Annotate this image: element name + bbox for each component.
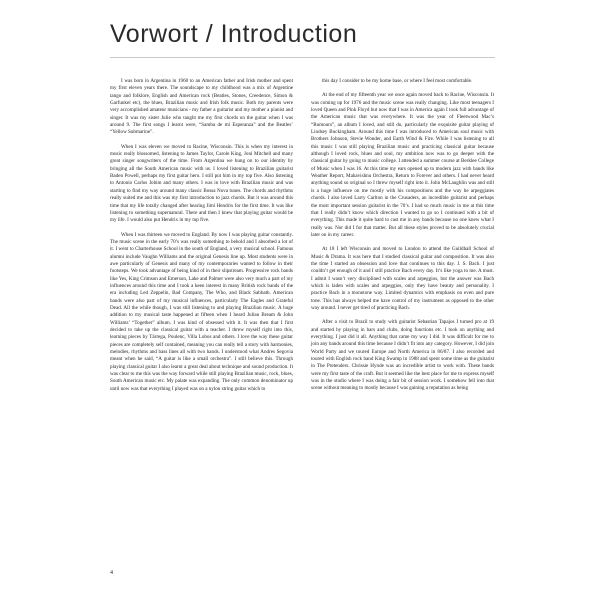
column-right [311, 78, 494, 400]
title-divider [110, 57, 495, 58]
column-left [110, 78, 293, 400]
paragraph: When I was eleven we moved to Racine, Wisconsin. This is when my interest in music really blossomed, listening to James Taylor, Carole King, Joni Mitchell and many great singer songwriters of the time. From Argentina we hung on to our identity by bringing all the South American music with us. I loved listening to Brazilian guitarist Baden Powell, perhaps my first guitar hero. I still put him in my top five. Also listening to Antonio Carlos Jobim and many others. I was in love with Brazilian music and was starting to find my way around many classic Bossa Nova tunes. The chords and rhythms really suited me and this was my first introduction to jazz chords. But it was around this time that my life totally changed after hearing Jimi Hendrix for the first time. It was like listening to something supernatural. There and then I knew that playing guitar would be my life. I would also put Hendrix in my top five. [110, 143, 293, 224]
paragraph: At the end of my fifteenth year we once again moved back to Racine, Wisconsin. It was coming up for 1976 and the music scene was really changing. Like most teenagers I loved Queen and Pink Floyd but now that I was in America again I took full advantage of the American music that was everywhere. It was the year of Fleetwood Mac’s “Rumours”, an album I loved, and still do, particularly the exquisite guitar playing of Lindsey Buckingham. Around this time I was introduced to American soul music with Brothers Johnson, Stevie Wonder, and Earth Wind & Fire. While I was listening to all this music I was still playing Brazilian music and practicing classical guitar because although I loved rock, blues and soul, my ambition now was to go deeper with the classical guitar by going to music college. I attended a summer course at Berklee College of Music when I was 16. At this time my ears opened up to modern jazz with bands like Weather Report, Mahavishnu Orchestra, Return to Forever and others. I had never heard anything sound so original so I threw myself right into it. John McLaughlin was and still is a huge influence on me mostly with his compositions and the way he arpeggiates chords. I also loved Larry Carlton in the Crusaders, an incredible guitarist and perhaps the most important session guitarist in the 70’s. I had so much music in me at this time that I really didn’t know which direction I wanted to go so I continued with a bit of everything. This made it quite hard to cast me in any bands because no one knew what I really was. Nor did I for that matter. But all these styles proved to be absolutely crucial later on in my career. [311, 92, 494, 238]
paragraph: I was born in Argentina in 1960 to an American father and Irish mother and spent my first eleven years there. The soundscape to my childhood was a mix of Argentine tango and folklore, English and American rock (Beatles, Stones, Creedence, Simon & Garfunkel etc), the blues, Brazilian music and Irish folk music. Both my parents were very accomplished amateur musicians - my father a guitarist and my mother a pianist and singer. It was my sister Julie who taught me my first chords on the guitar when I was around 9. The first songs I learnt were, “Samba de mi Esperanza” and the Beatles’ “Yellow Submarine”. [110, 78, 293, 136]
page-title: Vorwort / Introduction [110, 20, 358, 48]
page-number: 4 [110, 570, 113, 576]
paragraph: When I was thirteen we moved to England. By now I was playing guitar constantly. The music scene in the early 70’s was really something to behold and I absorbed a lot of it. I went to Charterhouse School in the south of England, a very musical school. Famous alumni include Vaughn Williams and the original Genesis line up. Most students were in awe particularly of Genesis and many of my contemporaries wanted to follow in their footsteps. We took advantage of being kind of in their slipstream. Progressive rock bands like Yes, King Crimson and Emerson, Lake and Palmer were also very much a part of my influences around this time and I took a keen interest in many British rock bands of the era including Led Zeppelin, Bad Company, The Who, and Black Sabbath. American bands were also part of my musical influences, particularly The Eagles and Grateful Dead. All the while though, I was still listening to and playing Brazilian music. A huge addition to my musical taste happened at fifteen when I heard Julian Bream & John Williams’ “Together” album. I was kind of obsessed with it. It was then that I first decided to take up the classical guitar with a teacher. I threw myself right into this, learning pieces by Tárrega, Poulenc, Villa Lobos and others. I love the way these guitar pieces are completely self contained, meaning you can really tell a story with harmonies, melodies, rhythms and bass lines all with two hands. I understood what Andres Segovia meant when he said, “A guitar is like a small orchestra”. I still believe this. Through playing classical guitar I also learnt a great deal about technique and sound production. It was clear to me this was the way forward while still playing Brazilian music, rock, blues, South American music etc. My palate was expanding. The only common denominator up until now was that everything I played was on a nylon string guitar which to [110, 231, 293, 392]
paragraph: After a visit to Brazil to study with guitarist Sebastian Tapajos I turned pro at 19 and started by playing in bars and clubs, doing functions etc. I took on anything and everything. I just did it all. Anything that came my way I did. It was difficult for me to join any bands around this time because I didn’t fit into any category. However, I did join World Party and we toured Europe and North America in 86/87. I also recorded and toured with English rock band King Swamp in 1988 and spent some time as the guitarist in The Pretenders. Chrissie Hynde was an incredible artist to work with. These bands were my first taste of the craft. But it seemed like the best place for me to express myself was in the studio where I was doing a fair bit of session work. I somehow fell into that scene without meaning to mostly because I was gaining a reputation as being [311, 319, 494, 392]
text-columns [110, 78, 495, 400]
paragraph: this day I consider to be my home base, or where I feel most comfortable. [322, 78, 473, 84]
paragraph: At 18 I left Wisconsin and moved to London to attend the Guildhall School of Music & Drama. It was here that I studied classical guitar and composition. It was also the time I started an obsession and love that continues to this day. J. S. Bach. I just couldn’t get enough of it and I still practice Bach every day. It’s like yoga to me. A must. I admit I wasn’t very disciplined with scales and arpeggios, but the answer was Bach which is laden with scales and arpeggios, only they have beauty and personality. I practice Bach in a monotone way. Limited dynamics with emphasis on even and pure tone. This has always helped me have control of my instrument as opposed to the other way around. I never get tired of practicing Bach. [311, 246, 494, 311]
